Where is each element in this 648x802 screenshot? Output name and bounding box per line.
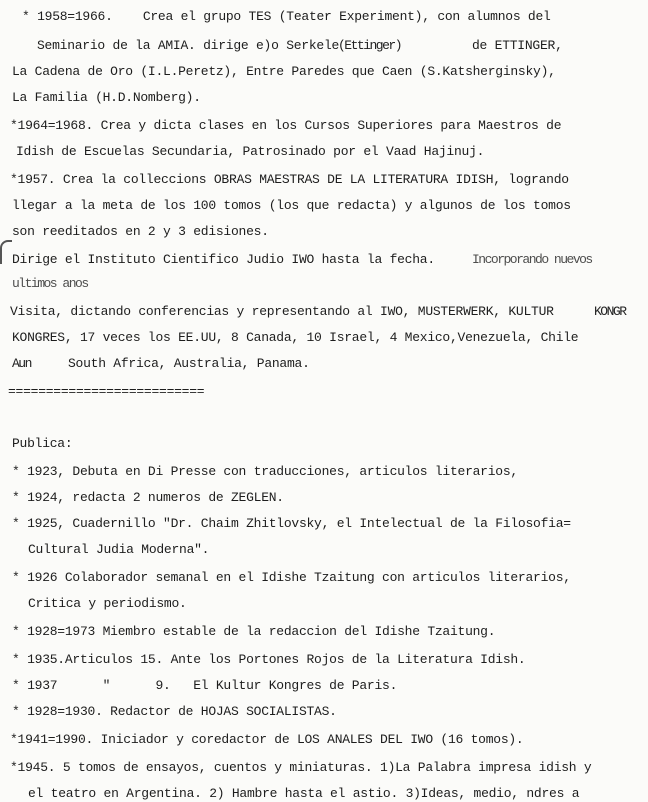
text-line: Cultural Judia Moderna". (28, 542, 210, 557)
text-line: *1957. Crea la colleccions OBRAS MAESTRAS DE LA LITERATURA IDISH, logrando (10, 172, 569, 187)
separator-line: ========================== (8, 384, 205, 399)
text-line: de ETTINGER, (472, 38, 563, 53)
text-line: * 1924, redacta 2 numeros de ZEGLEN. (12, 490, 284, 505)
page-fold-mark (0, 240, 12, 264)
overstruck-text: ultimos anos (12, 276, 88, 291)
text-line: * 1926 Colaborador semanal en el Idishe Tzaitung con articulos literarios, (12, 570, 571, 585)
overstruck-text: Incorporando nuevos (472, 252, 592, 267)
text-line: Seminario de la AMIA. dirige e)o Serkele (37, 38, 340, 53)
text-line: * 1958=1966. Crea el grupo TES (Teater Experiment), con alumnos del (22, 9, 551, 24)
text-line: * 1923, Debuta en Di Presse con traducciones, articulos literarios, (12, 464, 518, 479)
text-line: *1941=1990. Iniciador y coredactor de LOS ANALES DEL IWO (16 tomos). (10, 732, 524, 747)
text-line: * 1928=1973 Miembro estable de la redaccion del Idishe Tzaitung. (12, 624, 496, 639)
text-line: * 1935.Articulos 15. Ante los Portones Rojos de la Literatura Idish. (12, 652, 526, 667)
section-heading: Publica: (12, 436, 73, 451)
text-line: llegar a la meta de los 100 tomos (los que redacta) y algunos de los tomos (12, 198, 571, 213)
text-line: * 1937 " 9. El Kultur Kongres de Paris. (12, 678, 398, 693)
text-line: * 1925, Cuadernillo "Dr. Chaim Zhitlovsky, el Intelectual de la Filosofia= (12, 516, 571, 531)
text-line: La Familia (H.D.Nomberg). (12, 90, 201, 105)
text-line: *1964=1968. Crea y dicta clases en los Cursos Superiores para Maestros de (10, 118, 562, 133)
text-line: Dirige el Instituto Cientifico Judio IWO hasta la fecha. (12, 252, 435, 267)
overstruck-text: (Ettinger) (338, 38, 402, 53)
text-line: * 1928=1930. Redactor de HOJAS SOCIALISTAS. (12, 704, 337, 719)
text-line: La Cadena de Oro (I.L.Peretz), Entre Paredes que Caen (S.Katsherginsky), (12, 64, 556, 79)
overstruck-text: KONGR (594, 304, 626, 319)
text-line: el teatro en Argentina. 2) Hambre hasta el astio. 3)Ideas, medio, ndres a (28, 786, 580, 801)
text-line: Idish de Escuelas Secundaria, Patrosinado por el Vaad Hajinuj. (16, 144, 485, 159)
overstruck-text: Aun (12, 356, 31, 371)
text-line: Critica y periodismo. (28, 596, 187, 611)
text-line: *1945. 5 tomos de ensayos, cuentos y miniaturas. 1)La Palabra impresa idish y (10, 760, 592, 775)
text-line: son reeditados en 2 y 3 edisiones. (12, 224, 269, 239)
text-line: Visita, dictando conferencias y representando al IWO, MUSTERWERK, KULTUR (10, 304, 554, 319)
text-line: KONGRES, 17 veces los EE.UU, 8 Canada, 10 Israel, 4 Mexico,Venezuela, Chile (12, 330, 579, 345)
text-line: South Africa, Australia, Panama. (68, 356, 310, 371)
